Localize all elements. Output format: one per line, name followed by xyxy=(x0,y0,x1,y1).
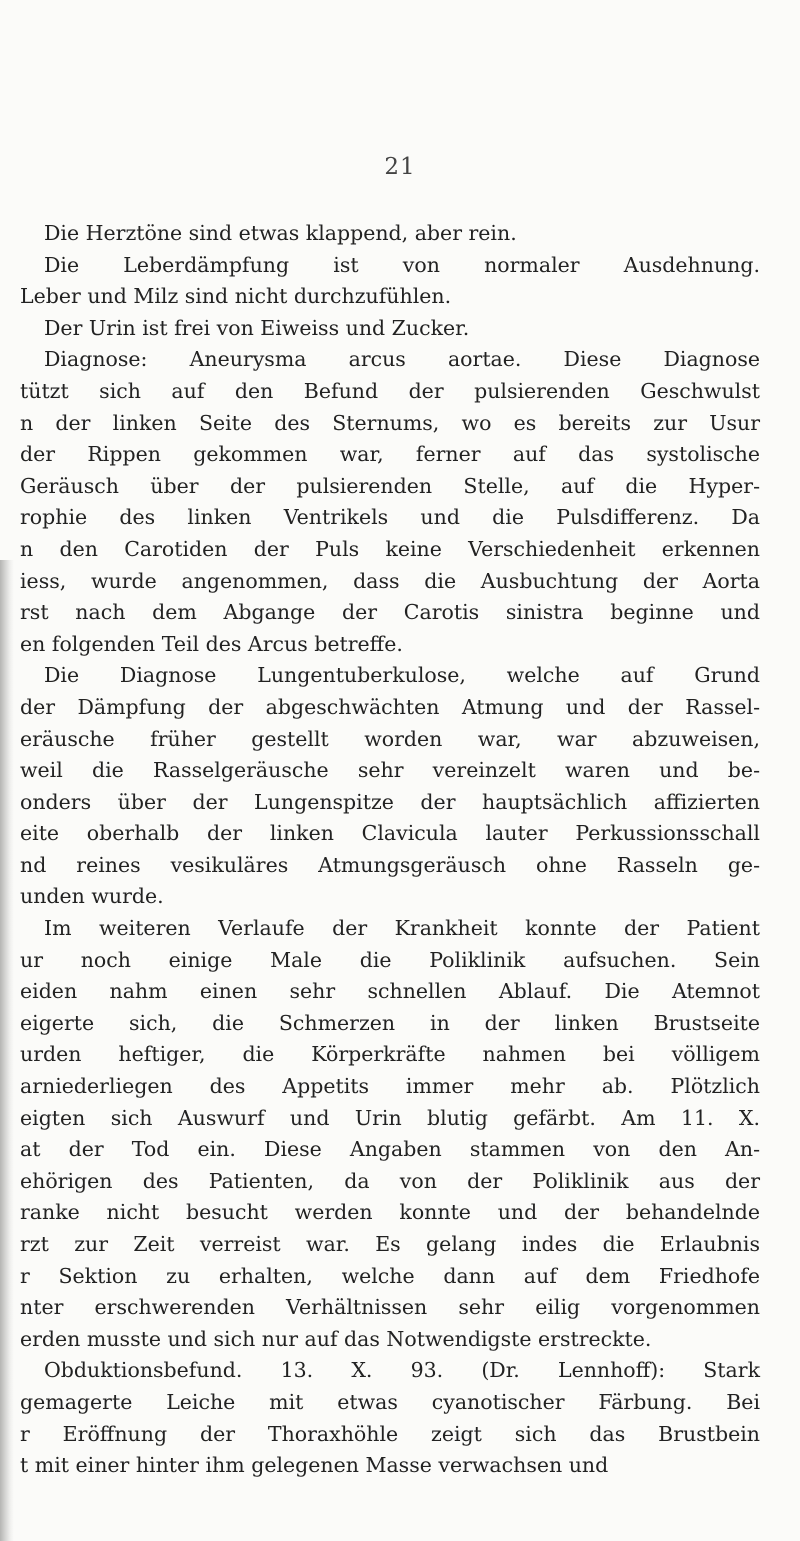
text-line: rzt zur Zeit verreist war. Es gelang indes die Erlaubnis xyxy=(20,1232,760,1256)
text-line: t mit einer hinter ihm gelegenen Masse verwachsen und xyxy=(20,1453,609,1478)
text-line: r Sektion zu erhalten, welche dann auf dem Friedhofe xyxy=(20,1263,760,1288)
text-line: Die Leberdämpfung ist von normaler Ausdehnung. xyxy=(44,252,760,277)
text-line: tützt sich auf den Befund der pulsierenden Geschwulst xyxy=(20,378,760,403)
binding-shadow xyxy=(0,560,14,1541)
text-line: Die Herztöne sind etwas klappend, aber rein. xyxy=(44,221,517,245)
text-line: der Dämpfung der abgeschwächten Atmung und der Rassel- xyxy=(20,694,760,719)
text-line: eigerte sich, die Schmerzen in der linken Brustseite xyxy=(20,1010,760,1035)
text-line: at der Tod ein. Diese Angaben stammen von den An- xyxy=(20,1137,760,1162)
text-line: arniederliegen des Appetits immer mehr ab. Plötzlich xyxy=(20,1074,760,1099)
text-line: Diagnose: Aneurysma arcus aortae. Diese Diagnose xyxy=(44,347,760,372)
page-number: 21 xyxy=(384,154,416,180)
text-line: en folgenden Teil des Arcus betreffe. xyxy=(20,631,403,656)
body-text xyxy=(0,218,780,1482)
text-line: weil die Rasselgeräusche sehr vereinzelt waren und be- xyxy=(20,758,760,783)
text-line: n der linken Seite des Sternums, wo es bereits zur Usur xyxy=(20,410,760,435)
text-line: rst nach dem Abgange der Carotis sinistra beginne und xyxy=(20,600,760,625)
text-line: Der Urin ist frei von Eiweiss und Zucker. xyxy=(44,315,470,340)
text-line: nter erschwerenden Verhältnissen sehr eilig vorgenommen xyxy=(20,1295,760,1320)
text-line: r Eröffnung der Thoraxhöhle zeigt sich das Brustbein xyxy=(20,1421,760,1446)
text-line: nd reines vesikuläres Atmungsgeräusch ohne Rasseln ge- xyxy=(20,852,760,877)
text-line: Leber und Milz sind nicht durchzufühlen. xyxy=(20,284,452,309)
text-line: urden heftiger, die Körperkräfte nahmen bei völligem xyxy=(20,1042,760,1067)
text-line: der Rippen gekommen war, ferner auf das systolische xyxy=(20,442,760,467)
text-line: n den Carotiden der Puls keine Verschiedenheit erkennen xyxy=(20,536,760,561)
text-line: ranke nicht besucht werden konnte und der behandelnde xyxy=(20,1200,760,1225)
text-line: Die Diagnose Lungentuberkulose, welche auf Grund xyxy=(44,663,760,688)
text-line: iess, wurde angenommen, dass die Ausbuchtung der Aorta xyxy=(20,568,760,593)
text-line: gemagerte Leiche mit etwas cyanotischer Färbung. Bei xyxy=(20,1389,760,1414)
text-line: ehörigen des Patienten, da von der Poliklinik aus der xyxy=(20,1168,760,1193)
text-line: Im weiteren Verlaufe der Krankheit konnte der Patient xyxy=(44,916,760,941)
text-line: Obduktionsbefund. 13. X. 93. (Dr. Lennhoff): Stark xyxy=(44,1358,760,1383)
text-line: onders über der Lungenspitze der hauptsächlich affizierten xyxy=(20,789,760,814)
text-line: unden wurde. xyxy=(20,884,164,909)
text-line: eiden nahm einen sehr schnellen Ablauf. Die Atemnot xyxy=(20,979,760,1004)
text-line: erden musste und sich nur auf das Notwendigste erstreckte. xyxy=(20,1326,652,1351)
text-line: eräusche früher gestellt worden war, war abzuweisen, xyxy=(20,726,760,751)
text-line: rophie des linken Ventrikels und die Pulsdifferenz. Da xyxy=(20,505,760,530)
text-line: ur noch einige Male die Poliklinik aufsuchen. Sein xyxy=(20,947,760,972)
text-line: eigten sich Auswurf und Urin blutig gefärbt. Am 11. X. xyxy=(20,1105,760,1130)
text-line: eite oberhalb der linken Clavicula lauter Perkussionsschall xyxy=(20,821,760,846)
text-line: Geräusch über der pulsierenden Stelle, auf die Hyper- xyxy=(20,473,760,498)
